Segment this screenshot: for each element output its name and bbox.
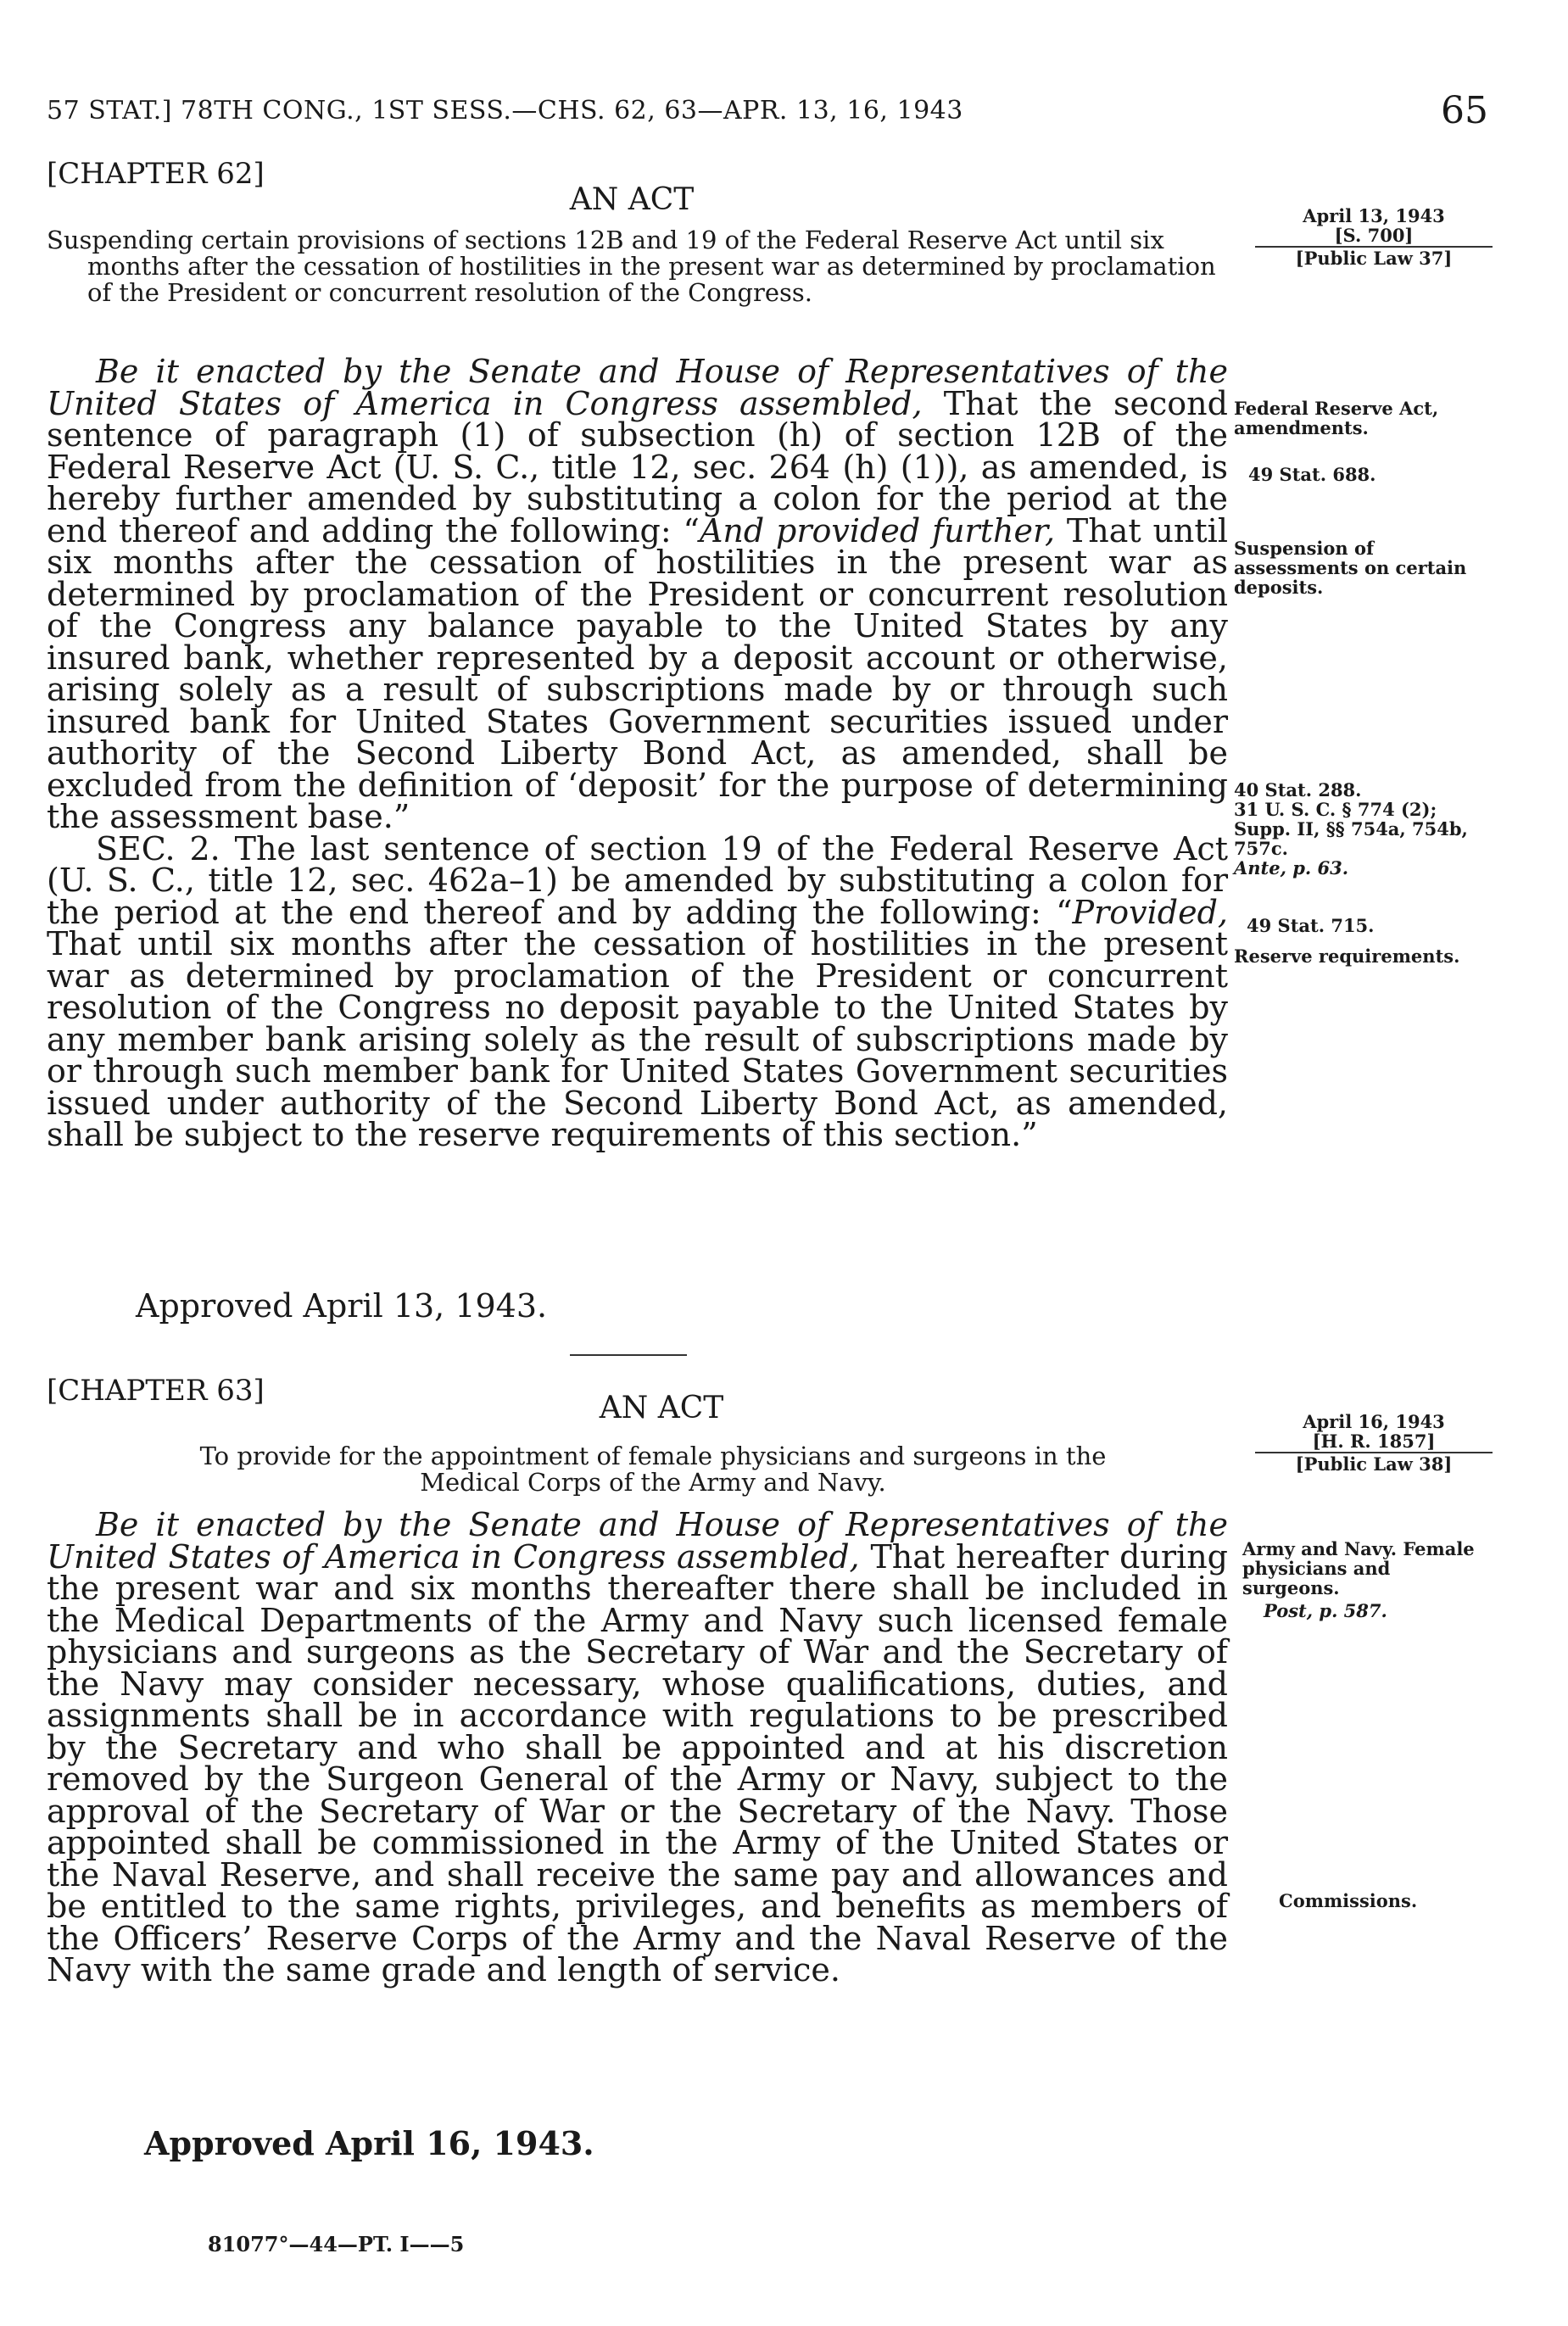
chapter-63-section (47, 1506, 1228, 1989)
margin-note-post: Post, p. 587. (1264, 1600, 1387, 1621)
chapter-63-body (47, 1506, 1228, 1989)
margin-note-army-navy: Army and Navy. Female physicians and surgeons. (1242, 1538, 1475, 1598)
chapter-62-body (47, 353, 1229, 1153)
chapter-63-law: [Public Law 38] (1295, 1453, 1453, 1475)
chapter-63-purpose-line-2: Medical Corps of the Army and Navy. (420, 1468, 886, 1497)
margin-note-federal-reserve: Federal Reserve Act, amendments. (1234, 398, 1439, 438)
chapter-62-purpose (47, 227, 1230, 306)
margin-note-ante: Ante, p. 63. (1234, 857, 1349, 879)
printer-signature: 81077°—44—PT. I——5 (208, 2232, 465, 2256)
margin-note-commissions: Commissions. (1279, 1890, 1418, 1911)
margin-note-reserve-requirements: Reserve requirements. (1234, 945, 1460, 967)
page-number: 65 (1441, 89, 1488, 132)
margin-note-stat-715: 49 Stat. 715. (1247, 915, 1375, 936)
running-head-text: 57 STAT.] 78TH CONG., 1ST SESS.—CHS. 62, 63—APR. 13, 16, 1943 (47, 96, 963, 126)
chapter-separator (570, 1354, 687, 1356)
margin-note-cite-2: 31 U. S. C. § 774 (2); Supp. II, §§ 754a, 754b, 757c. (1234, 799, 1468, 859)
chapter-62-section-2 (47, 829, 1229, 1153)
chapter-63-sidebar (1247, 1412, 1501, 1474)
chapter-63-bill: [H. R. 1857] (1312, 1431, 1436, 1452)
chapter-63-date: April 16, 1943 (1303, 1411, 1445, 1432)
margin-note-stat-688: 49 Stat. 688. (1248, 464, 1376, 485)
section-2-proviso-lead: Provided, (1072, 893, 1228, 931)
chapter-63-label: [CHAPTER 63] (47, 1374, 265, 1408)
chapter-62-bill: [S. 700] (1334, 225, 1414, 246)
chapter-62-act-heading: AN ACT (569, 182, 695, 217)
margin-note-cites (1234, 780, 1480, 878)
chapter-63-act-heading: AN ACT (599, 1391, 724, 1425)
section-1-proviso: That until six months after the cessation of hostilities in the present war as determined by proclamation of the President or concurrent resolution of the Congress any balance payable to the United States by any insured bank, whether represented by a deposit account or otherwise, arising solely as a result of subscriptions made by or through such insured bank for United States Government securities issued under authority of the Second Liberty Bond Act, as amended, shall be excluded from the definition of ‘deposit’ for the purpose of determining the assessment base.” (47, 511, 1228, 835)
section-2-text: The last sentence of section 19 of the Federal Reserve Act (U. S. C., title 12, sec. 462a–1) be amended by substituting a colon for the period at the end thereof and by adding the following: “ (47, 829, 1229, 931)
margin-note-suspension: Suspension of assessments on certain deposits. (1234, 538, 1467, 598)
margin-note-cite-1: 40 Stat. 288. (1234, 779, 1362, 800)
chapter-62-label: [CHAPTER 62] (47, 157, 265, 191)
chapter-63-body-text: That hereafter during the present war and six months thereafter there shall be included in the Medical Departments of the Army and Navy such licensed female physicians and surgeons as the Secretary of War and the Secretary of the Navy may consider necessary, whose qualifications, duties, and assignments shall be in accordance with regulations to be prescribed by the Secretary and who shall be appointed and at his discretion removed by the Surgeon General of the Army or Navy, subject to the approval of the Secretary of War or the Secretary of the Navy. Those appointed shall be commissioned in the Army of the United States or the Naval Reserve, and shall receive the same pay and allowances and be entitled to the same rights, privileges, and benefits as members of the Officers’ Reserve Corps of the Army and the Naval Reserve of the Navy with the same grade and length of service. (47, 1537, 1228, 1989)
chapter-62-purpose-text: Suspending certain provisions of sections 12B and 19 of the Federal Reserve Act until six months after the cessation of hostilities in the present war as determined by proclamation of the President or concurrent resolution of the Congress. (47, 226, 1216, 307)
chapter-62-law: [Public Law 37] (1295, 248, 1453, 269)
chapter-62-sidebar (1247, 206, 1501, 268)
chapter-62-approved: Approved April 13, 1943. (136, 1287, 548, 1325)
chapter-62-section-1 (47, 353, 1228, 835)
chapter-63-approved: Approved April 16, 1943. (144, 2124, 594, 2162)
running-header (47, 89, 1488, 131)
enacting-clause: Be it enacted by the Senate and House of Representatives of the United States of America in Congress assembled, (47, 353, 1228, 422)
chapter-63-purpose (102, 1443, 1204, 1496)
section-2-proviso: That until six months after the cessation of hostilities in the present war as determined by proclamation of the President or concurrent resolution of the Congress no deposit payable to the United States by any member bank arising solely as the result of subscriptions made by or through such member bank for United States Government securities issued under authority of the Second Liberty Bond Act, as amended, shall be subject to the reserve requirements of this section.” (47, 925, 1228, 1153)
section-1-proviso-lead: And provided further, (699, 511, 1056, 549)
section-1-text: That the second sentence of paragraph (1) of subsection (h) of section 12B of the Federal Reserve Act (U. S. C., title 12, sec. 264 (h) (1)), as amended, is hereby further amended by substituting a colon for the period at the end thereof and adding the following: “ (47, 384, 1228, 549)
chapter-63-enacting-clause: Be it enacted by the Senate and House of Representatives of the United States of America in Congress assembled, (47, 1506, 1228, 1576)
chapter-62-date: April 13, 1943 (1303, 205, 1445, 226)
chapter-63-purpose-line-1: To provide for the appointment of female physicians and surgeons in the (199, 1442, 1107, 1470)
section-2-label: SEC. 2. (96, 829, 220, 867)
